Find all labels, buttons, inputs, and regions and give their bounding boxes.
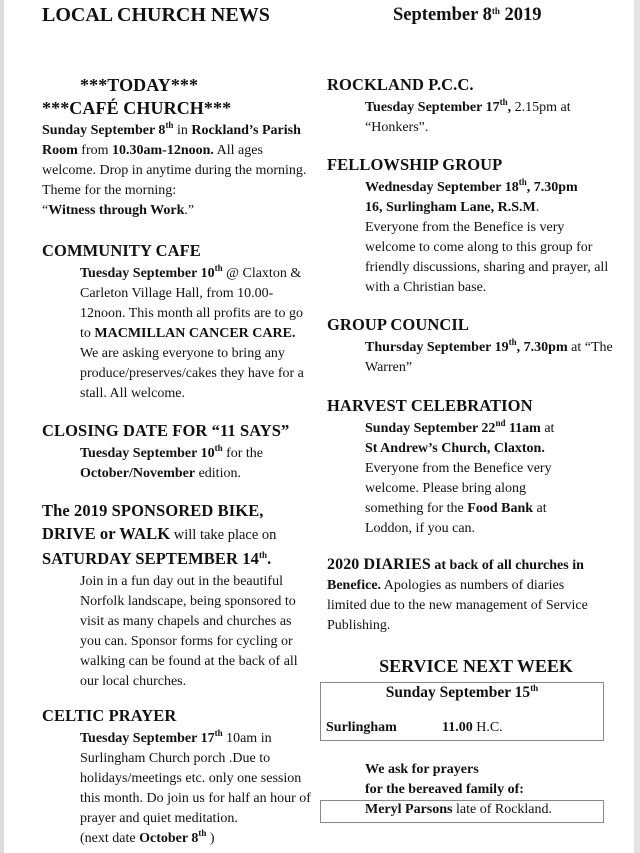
sponsored-heading-line2: DRIVE or WALK will take place on bbox=[42, 524, 277, 543]
community-cafe-text: Tuesday September 10th @ Claxton & Carleton Village Hall, from 10.00-12noon. This month all profits are to go to MACMILLAN CANCER CARE. We are asking everyone to bring any produce/preserves/cakes they have for a stall. All welcome. bbox=[80, 263, 304, 401]
sponsored-walk-section bbox=[42, 499, 314, 692]
harvest-heading: HARVEST CELEBRATION bbox=[327, 396, 533, 415]
celtic-prayer-section bbox=[42, 706, 318, 849]
cafe-church-text: Sunday September 8th in Rockland’s Parish Room from 10.30am-12noon. All ages welcome. Drop in anytime during the morning. Theme for the morning: “Witness through Work.” bbox=[42, 120, 307, 218]
today-cafe-church-section bbox=[42, 74, 307, 221]
service-time: 11.00 H.C. bbox=[442, 720, 503, 735]
prayers-name-box bbox=[320, 800, 604, 823]
closing-date-section bbox=[42, 421, 312, 484]
celtic-prayer-heading: CELTIC PRAYER bbox=[42, 706, 177, 725]
closing-date-text: Tuesday September 10th for the October/November edition. bbox=[80, 443, 264, 481]
service-next-week-heading: SERVICE NEXT WEEK bbox=[379, 656, 573, 676]
fellowship-group-section bbox=[327, 155, 617, 298]
newsletter-date: September 8th 2019 bbox=[393, 5, 542, 25]
harvest-celebration-section bbox=[327, 396, 617, 539]
sponsored-heading-line1: The 2019 SPONSORED BIKE, bbox=[42, 501, 264, 520]
service-box bbox=[320, 682, 604, 741]
rockland-pcc-heading: ROCKLAND P.C.C. bbox=[327, 75, 474, 94]
rockland-pcc-section bbox=[327, 75, 617, 138]
community-cafe-heading: COMMUNITY CAFE bbox=[42, 241, 201, 260]
harvest-text: Sunday September 22nd 11am at St Andrew’s Church, Claxton. Everyone from the Benefice very welcome. Please bring along something for the Food Bank at Loddon, if you can. bbox=[365, 418, 555, 536]
closing-date-heading: CLOSING DATE FOR “11 SAYS” bbox=[42, 421, 290, 440]
rockland-pcc-text: Tuesday September 17th, 2.15pm at “Honkers”. bbox=[365, 97, 571, 135]
sponsored-heading-line3: SATURDAY SEPTEMBER 14th. bbox=[42, 549, 272, 568]
today-heading: ***TODAY*** bbox=[80, 75, 199, 95]
page-edge-left bbox=[0, 0, 4, 853]
newsletter-title: LOCAL CHURCH NEWS bbox=[42, 4, 270, 26]
page-edge-right bbox=[634, 0, 640, 853]
prayers-name: Meryl Parsons late of Rockland. bbox=[365, 802, 553, 817]
group-council-heading: GROUP COUNCIL bbox=[327, 315, 470, 334]
service-row bbox=[326, 720, 503, 736]
fellowship-heading: FELLOWSHIP GROUP bbox=[327, 155, 503, 174]
group-council-text: Thursday September 19th, 7.30pm at “The Warren” bbox=[365, 337, 613, 375]
community-cafe-section bbox=[42, 241, 312, 404]
prayers-request: We ask for prayers for the bereaved family of: bbox=[365, 762, 524, 797]
service-date: Sunday September 15th bbox=[385, 683, 539, 701]
celtic-prayer-text: Tuesday September 17th 10am in Surlingham Church porch .Due to holidays/meetings etc. only one session this month. Do join us for half an hour of prayer and quiet meditation. (next date October 8th ) bbox=[80, 728, 311, 846]
sponsored-text: Join in a fun day out in the beautiful Norfolk landscape, being sponsored to visit as many chapels and churches as you can. Sponsor forms for cycling or walking can be found at the back of all our local churches. bbox=[80, 574, 298, 689]
cafe-church-heading: ***CAFÉ CHURCH*** bbox=[42, 98, 232, 118]
diaries-section bbox=[327, 555, 607, 636]
group-council-section bbox=[327, 315, 617, 378]
service-place: Surlingham bbox=[326, 720, 397, 735]
fellowship-text: Wednesday September 18th, 7.30pm 16, Surlingham Lane, R.S.M. Everyone from the Benefice is very welcome to come along to this group for friendly discussions, sharing and prayer, all with a Christian base. bbox=[365, 177, 609, 295]
diaries-text: 2020 DIARIES at back of all churches in Benefice. Apologies as numbers of diaries limited due to the new management of Service Publishing. bbox=[327, 556, 588, 633]
